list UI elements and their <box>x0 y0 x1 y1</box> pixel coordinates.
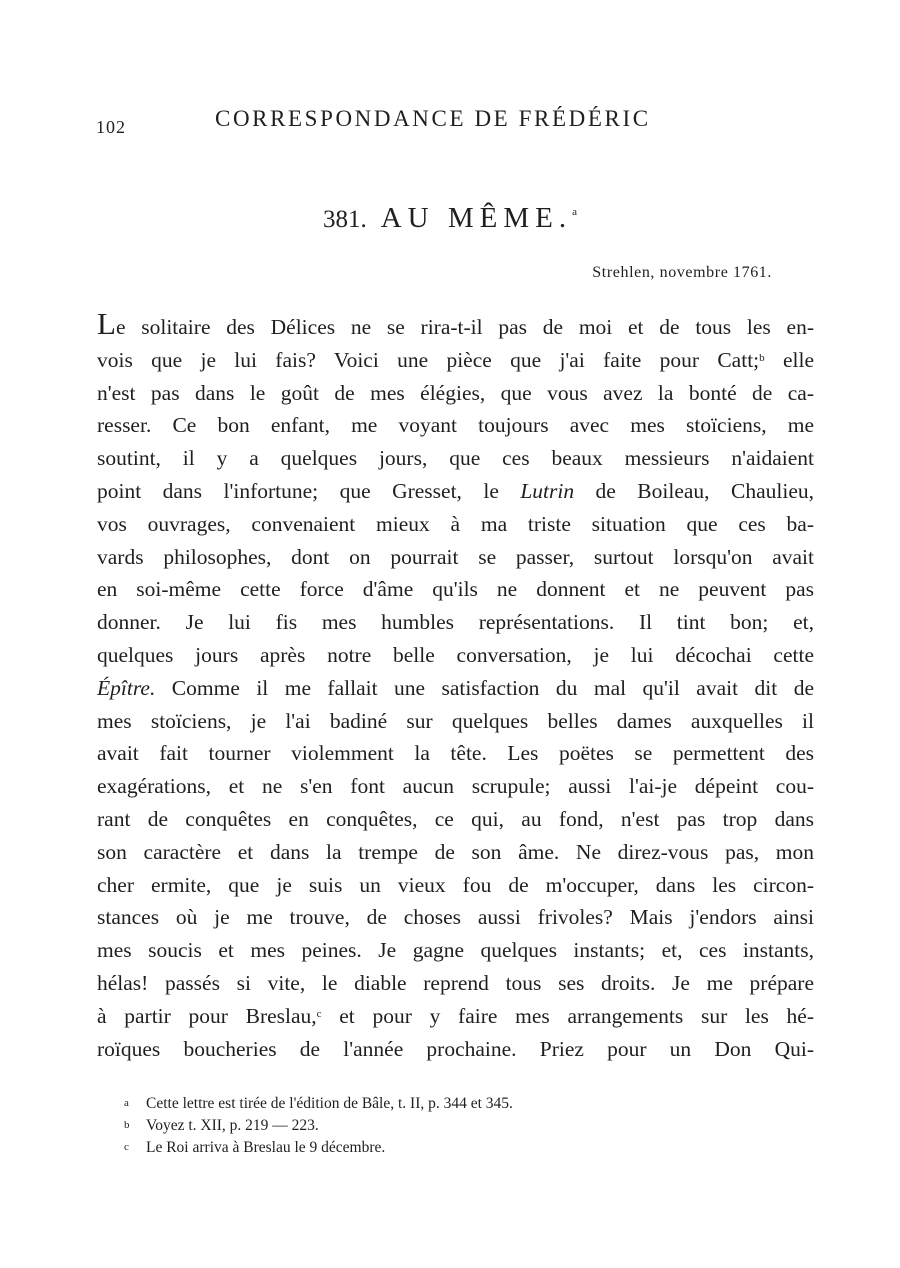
body-line <box>97 1000 814 1033</box>
body-line: mes stoïciens, je l'ai badiné sur quelques belles dames auxquelles il <box>97 708 814 733</box>
body-line: vards philosophes, dont on pourrait se passer, surtout lorsqu'on avait <box>97 544 814 569</box>
letter-number: 381. <box>322 206 367 233</box>
body-line <box>97 672 814 705</box>
body-line: n'est pas dans le goût de mes élégies, que vous avez la bonté de ca- <box>97 380 814 405</box>
footnotes <box>124 1093 764 1159</box>
body-line: soutint, il y a quelques jours, que ces beaux messieurs n'aidaient <box>97 446 814 471</box>
body-line-text: e solitaire des Délices ne se rira-t-il pas de moi et de tous les en- <box>115 315 814 339</box>
footnote-text: Cette lettre est tirée de l'édition de Bâle, t. II, p. 344 et 345. <box>146 1095 513 1112</box>
body-line: cher ermite, que je suis un vieux fou de m'occuper, dans les circon- <box>97 872 814 897</box>
body-line: quelques jours après notre belle conversation, je lui décochai cette <box>97 642 814 667</box>
footnote <box>124 1115 764 1137</box>
drop-cap: L <box>97 306 116 341</box>
footnote-mark: b <box>124 1119 130 1131</box>
footnote-text: Le Roi arriva à Breslau le 9 décembre. <box>146 1139 386 1156</box>
body-line: avait fait tourner violemment la tête. Les poëtes se permettent des <box>97 741 814 766</box>
footnote-mark: c <box>316 1007 322 1020</box>
page-number: 102 <box>96 117 126 137</box>
body-line: stances où je me trouve, de choses aussi frivoles? Mais j'endors ainsi <box>97 905 814 930</box>
footnote <box>124 1093 764 1115</box>
footnote-text: Voyez t. XII, p. 219 — 223. <box>146 1117 319 1134</box>
body-line-text: à partir pour Breslau, <box>97 1003 317 1028</box>
body-line: en soi-même cette force d'âme qu'ils ne donnent et ne peuvent pas <box>97 577 814 602</box>
letter-body <box>97 306 814 1065</box>
place-date: Strehlen, novembre 1761. <box>592 264 772 281</box>
body-line: donner. Je lui fis mes humbles représentations. Il tint bon; et, <box>97 610 814 635</box>
body-line: resser. Ce bon enfant, me voyant toujours avec mes stoïciens, me <box>97 413 814 438</box>
body-line <box>97 475 814 508</box>
footnote-mark: c <box>124 1141 129 1153</box>
footnote-mark: b <box>759 351 765 364</box>
italic-title: Lutrin <box>520 478 575 503</box>
footnote <box>124 1137 764 1159</box>
letter-title: AU MÊME. <box>380 202 573 234</box>
body-line <box>97 306 814 344</box>
body-line-text: elle <box>764 347 814 372</box>
body-line: hélas! passés si vite, le diable reprend tous ses droits. Je me prépare <box>97 970 814 995</box>
body-line: son caractère et dans la trempe de son âme. Ne direz-vous pas, mon <box>97 839 814 864</box>
title-footnote-mark: a <box>572 206 578 218</box>
body-line: rant de conquêtes en conquêtes, ce qui, au fond, n'est pas trop dans <box>97 806 814 831</box>
body-line: vos ouvrages, convenaient mieux à ma triste situation que ces ba- <box>97 511 814 536</box>
body-line <box>97 344 814 377</box>
body-line-text: et pour y faire mes arrangements sur les hé- <box>321 1003 814 1028</box>
body-line-text: de Boileau, Chaulieu, <box>574 478 814 503</box>
body-line-text: point dans l'infortune; que Gresset, le <box>97 478 521 503</box>
body-line: mes soucis et mes peines. Je gagne quelques instants; et, ces instants, <box>97 938 814 963</box>
body-line: roïques boucheries de l'année prochaine. Priez pour un Don Qui- <box>97 1036 814 1061</box>
body-line-text: vois que je lui fais? Voici une pièce que j'ai faite pour Catt; <box>97 347 760 372</box>
letter-heading <box>0 202 900 235</box>
footnote-mark: a <box>124 1097 129 1109</box>
running-title: CORRESPONDANCE DE FRÉDÉRIC <box>215 106 651 131</box>
body-line-text: Comme il me fallait une satisfaction du mal qu'il avait dit de <box>155 675 814 700</box>
body-line: exagérations, et ne s'en font aucun scrupule; aussi l'ai-je dépeint cou- <box>97 774 814 799</box>
italic-title: Épître. <box>97 675 156 700</box>
